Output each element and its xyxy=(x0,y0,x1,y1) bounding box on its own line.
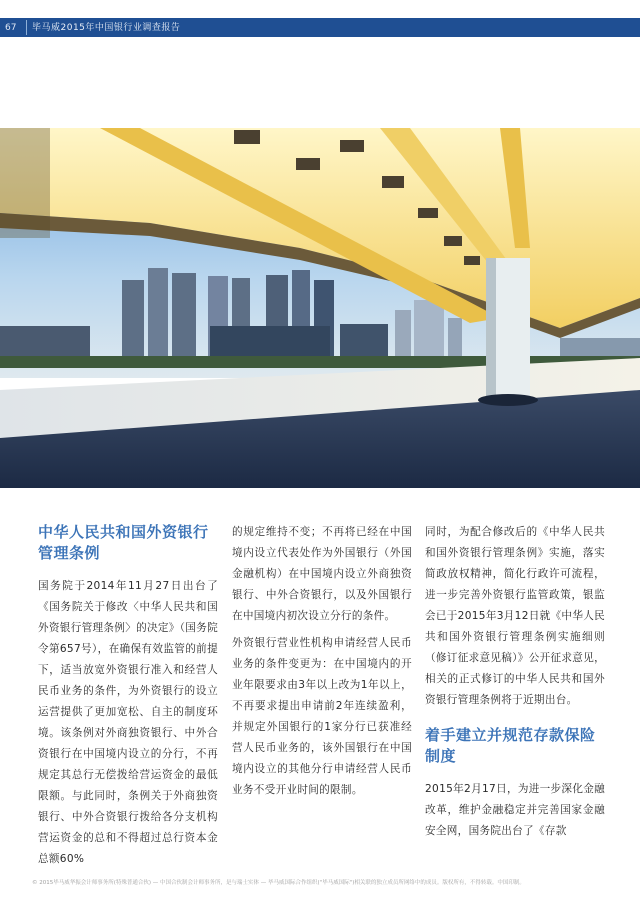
paragraph: 的规定维持不变；不再将已经在中国境内设立代表处作为外国银行（外国金融机构）在中国境内设立外商独资银行、中外合资银行，以及外国银行在中国境内初次设立分行的条件。 xyxy=(232,526,412,622)
section-heading-foreign-bank-regulation: 中华人民共和国外资银行管理条例 xyxy=(38,523,209,562)
paragraph: 外资银行营业性机构申请经营人民币业务的条件变更为：在中国境内的开业年限要求由3年以上改为1年以上，不再要求提出申请前2年连续盈利，并规定外国银行的1家分行已获准经营人民币业务的，该外国银行在中国境内设立的其他分行申请经营人民币业务不受开业时间的限制。 xyxy=(232,637,412,796)
paragraph: 2015年2月17日，为进一步深化金融改革，维护金融稳定并完善国家金融安全网，国务院出台了《存款 xyxy=(425,783,606,837)
header-divider xyxy=(26,20,27,35)
column-1 xyxy=(38,522,218,870)
paragraph: 国务院于2014年11月27日出台了《国务院关于修改〈中华人民共和国外资银行管理条例〉的决定》（国务院令第657号），在确保有效监管的前提下，适当放宽外资银行准入和经营人民币业务的条件，为外资银行的设立运营提供了更加宽松、自主的制度环境。该条例对外商独资银行、中外合资银行在中国境内设立的分行，不再规定其总行无偿拨给营运资金的最低限额。与此同时，条例关于外商独资银行、中外合资银行拨给各分支机构营运资金的总和不得超过总行资本金总额60% xyxy=(38,580,218,865)
column-3 xyxy=(425,522,605,842)
report-title: 毕马威2015年中国银行业调查报告 xyxy=(32,23,181,33)
section-heading-deposit-insurance: 着手建立并规范存款保险制度 xyxy=(425,726,596,765)
paragraph: 同时，为配合修改后的《中华人民共和国外资银行管理条例》实施，落实简政放权精神，简化行政许可流程，进一步完善外资银行监管政策，银监会已于2015年3月12日就《中华人民共和国外资银行管理条例实施细则（修订征求意见稿）》公开征求意见，相关的正式修订的中华人民共和国外资银行管理条例将于近期出台。 xyxy=(425,526,606,706)
page-number: 67 xyxy=(5,23,17,33)
copyright-footer: © 2015毕马威华振会计师事务所(特殊普通合伙) — 中国合伙制会计师事务所，是与瑞士实体 — 毕马威国际合作组织("毕马威国际")相关联的独立成员所网络中的成员。版权所有，不得转载。中国印制。 xyxy=(32,880,525,886)
canopy-city-skyline-photo xyxy=(0,128,640,488)
column-2 xyxy=(232,522,412,801)
